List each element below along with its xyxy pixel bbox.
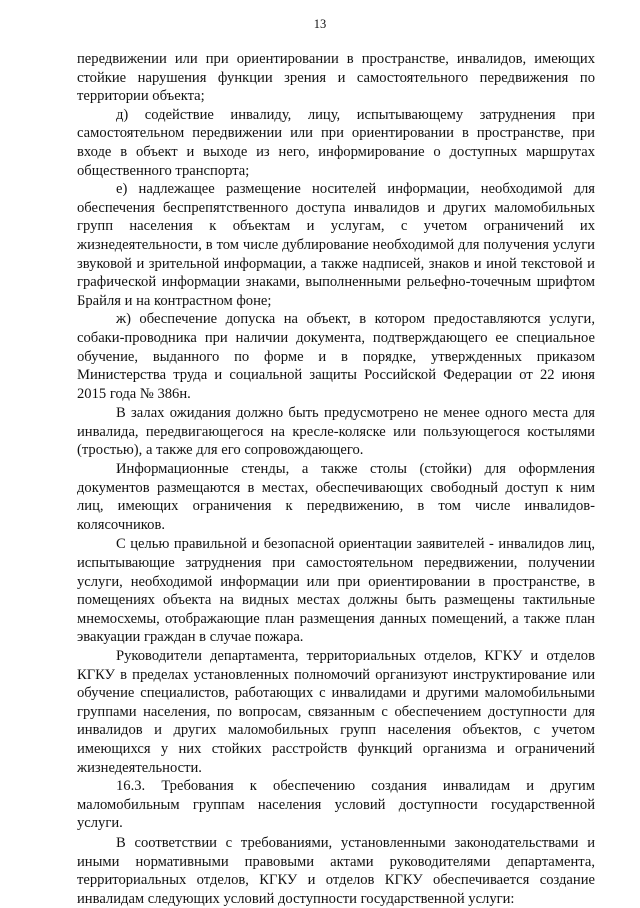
section-heading-16-3: 16.3. Требования к обеспечению создания инвалидам и другим маломобильным группам населения условий доступности государственной услуги. — [77, 778, 595, 832]
page-number: 13 — [313, 17, 327, 31]
paragraph-orientation: С целью правильной и безопасной ориентации заявителей - инвалидов лиц, испытывающие затруднения при самостоятельном передвижении, получении услуги, необходимой информации или при ориентировании в пространстве, в помещениях объекта на видных местах должны быть размещены тактильные мнемосхемы, отображающие план размещения данных помещений, а также план эвакуации граждан в случае пожара. — [77, 536, 595, 646]
paragraph-continuation: передвижении или при ориентировании в пространстве, инвалидов, имеющих стойкие нарушения функции зрения и самостоятельного передвижения по территории объекта; — [77, 51, 595, 105]
document-body — [77, 50, 595, 908]
paragraph-conditions: В соответствии с требованиями, установленными законодательствами и иными нормативными правовыми актами руководителями департамента, территориальных отделов, КГКУ и отделов КГКУ обеспечивается создание инвалидам следующих условий доступности государственной услуги: — [77, 834, 595, 907]
paragraph-info-stands: Информационные стенды, а также столы (стойки) для оформления документов размещаются в местах, обеспечивающих свободный доступ к ним лиц, имеющих ограничения к передвижению, в том числе инвалидов-колясочников. — [77, 461, 595, 533]
paragraph-staff-training: Руководители департамента, территориальных отделов, КГКУ и отделов КГКУ в пределах установленных полномочий организуют инструктирование или обучение специалистов, работающих с инвалидами и другими маломобильными группами населения, по вопросам, связанным с обеспечением доступности для инвалидов и других маломобильных групп населения объектов, с учетом имеющихся у них стойких расстройств функций организма и ограничений жизнедеятельности. — [77, 648, 595, 776]
paragraph-waiting-rooms: В залах ожидания должно быть предусмотрено не менее одного места для инвалида, передвигающегося на кресле-коляске или пользующегося костылями (тростью), а также для его сопровождающего. — [77, 405, 595, 459]
paragraph-item-e: е) надлежащее размещение носителей информации, необходимой для обеспечения беспрепятственного доступа инвалидов и других маломобильных групп населения к объектам и услугам, с учетом ограничений их жизнедеятельности, в том числе дублирование необходимой для получения услуги звуковой и зрительной информации, а также надписей, знаков и иной текстовой и графической информации знаками, выполненными рельефно-точечным шрифтом Брайля и на контрастном фоне; — [77, 181, 595, 309]
paragraph-item-zh: ж) обеспечение допуска на объект, в котором предоставляются услуги, собаки-проводника при наличии документа, подтверждающего ее специальное обучение, выданного по форме и в порядке, утвержденных приказом Министерства труда и социальной защиты Российской Федерации от 22 июня 2015 года № 386н. — [77, 311, 595, 402]
paragraph-item-d: д) содействие инвалиду, лицу, испытывающему затруднения при самостоятельном передвижении или при ориентировании в пространстве, при входе в объект и выходе из него, информирование о доступных маршрутах общественного транспорта; — [77, 106, 595, 179]
